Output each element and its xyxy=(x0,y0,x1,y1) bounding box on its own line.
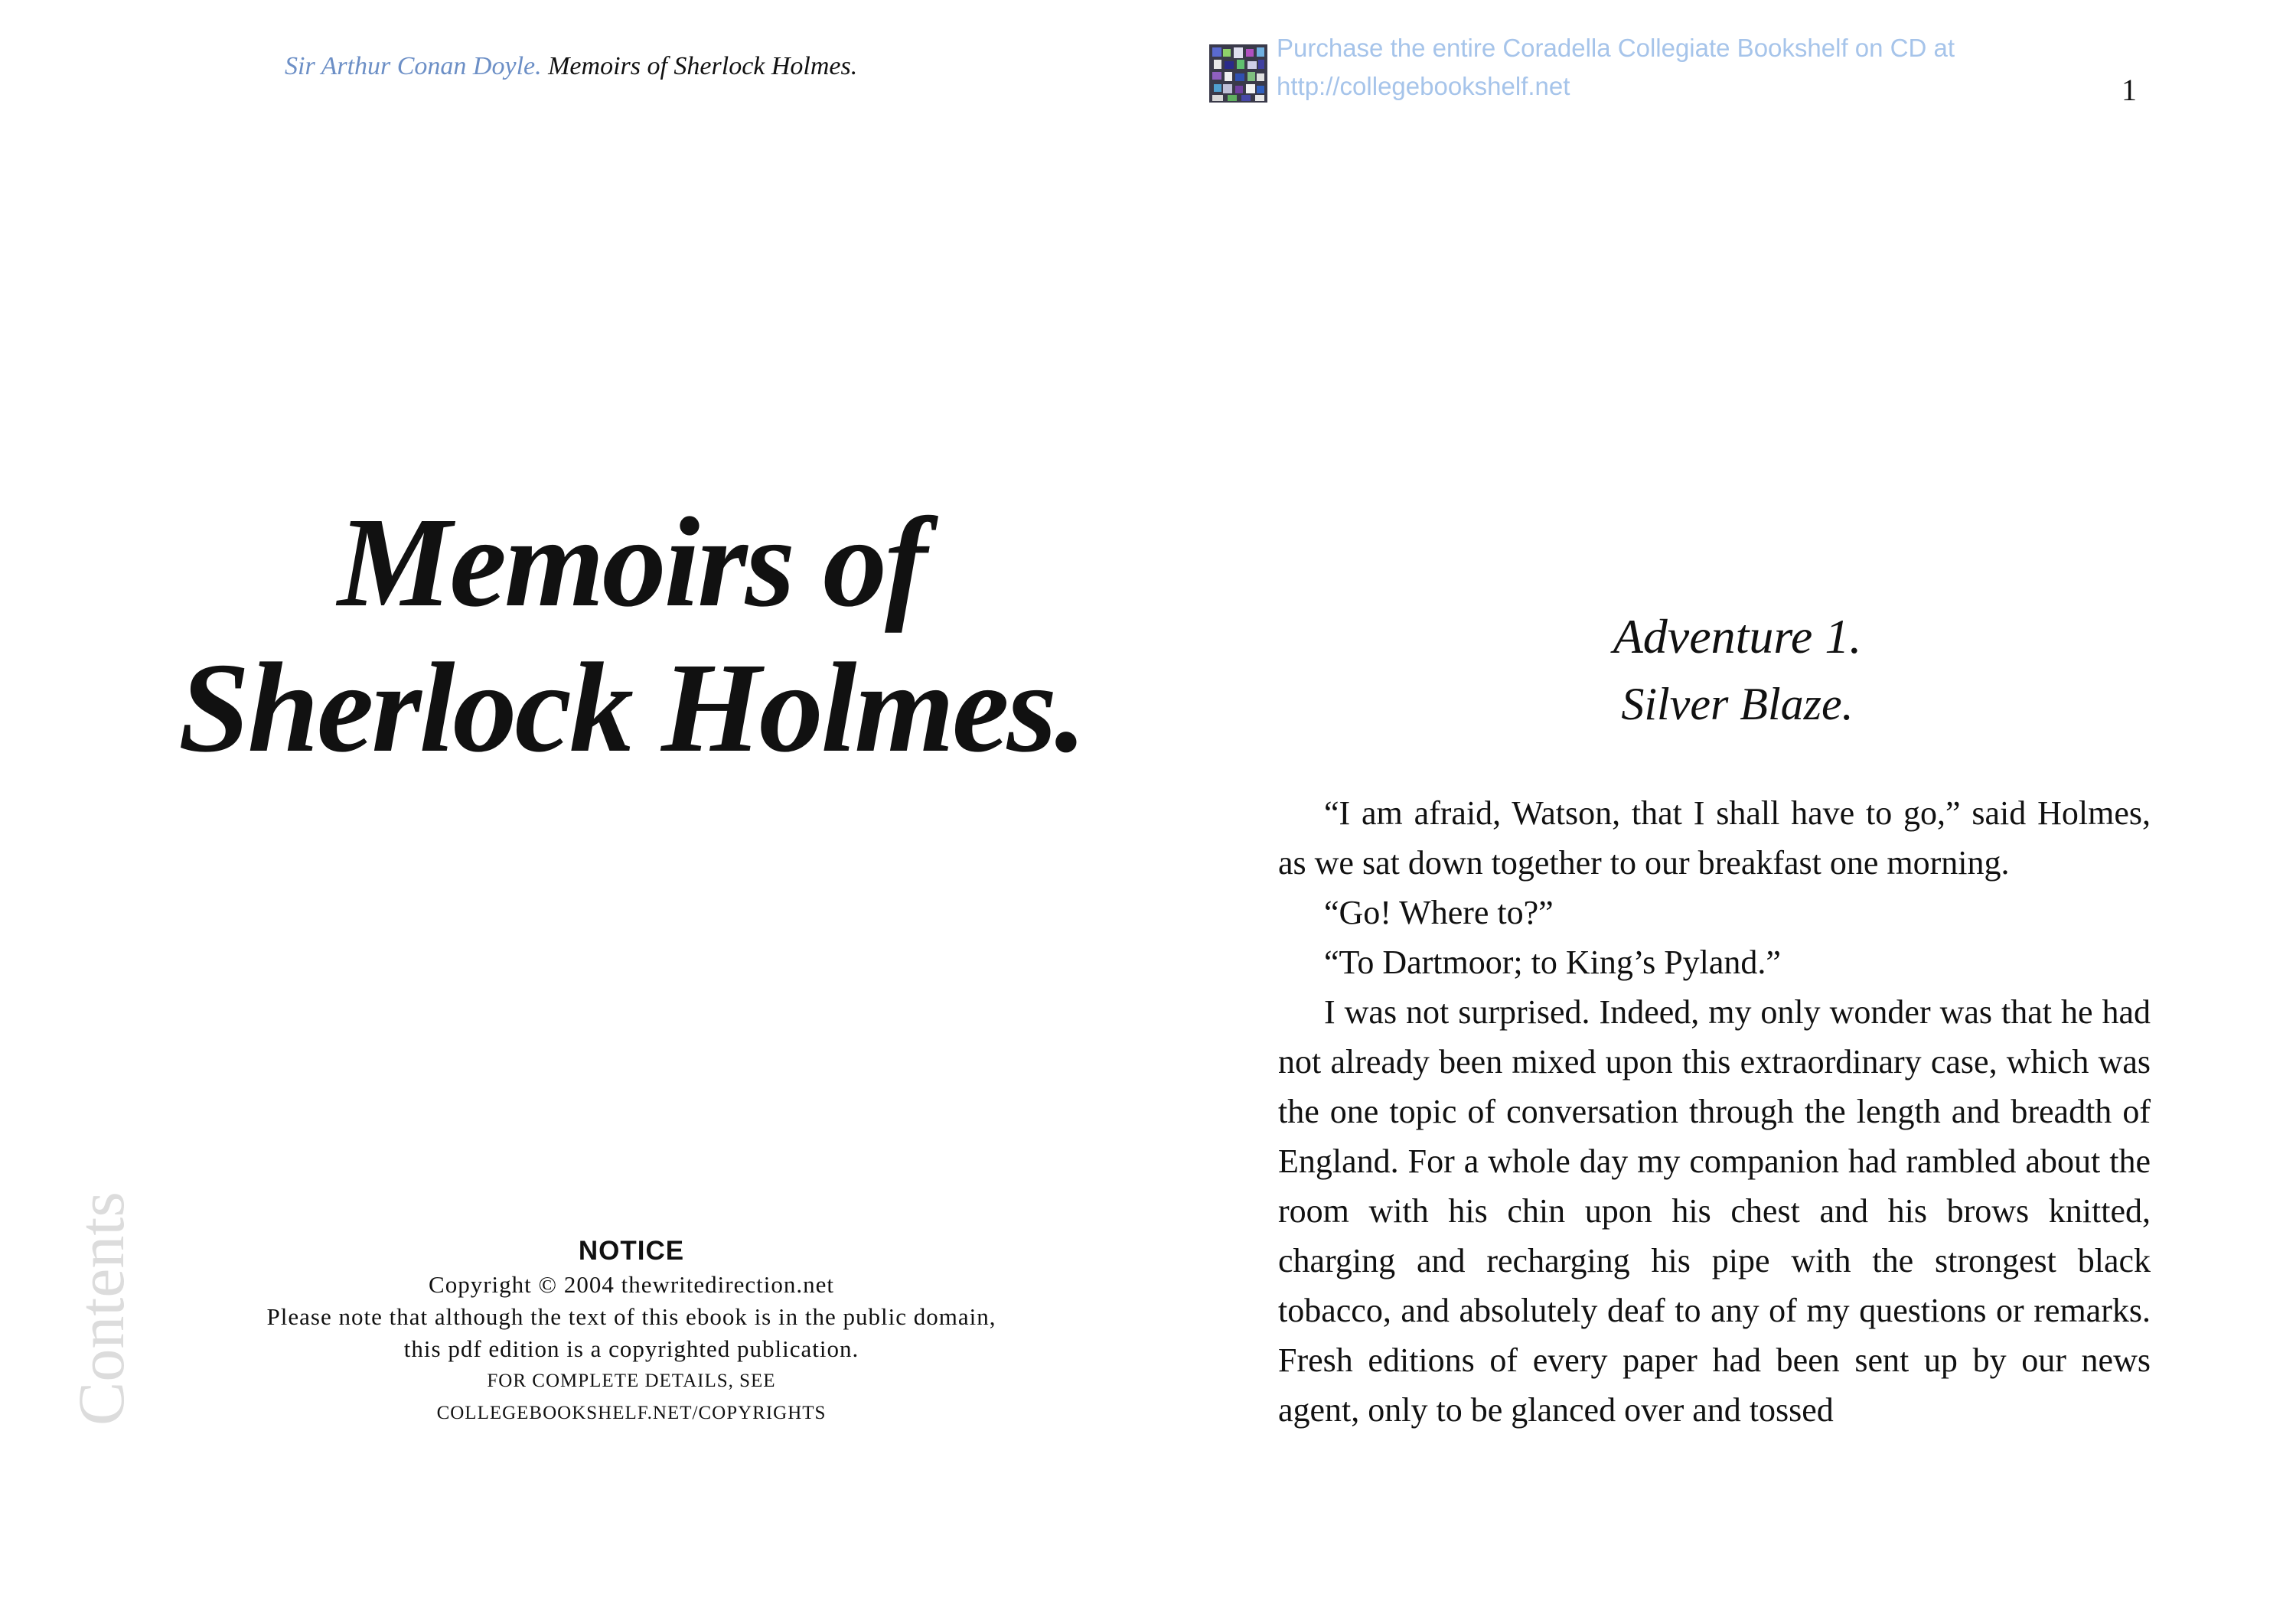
adventure-heading: Adventure 1. xyxy=(1613,609,1862,663)
notice-line-1: Please note that although the text of this ebook is in the public domain, xyxy=(266,1303,996,1330)
book-title-header: Memoirs of Sherlock Holmes. xyxy=(548,52,858,80)
contents-tab[interactable]: Contents xyxy=(64,1191,138,1426)
running-header xyxy=(285,52,857,81)
chapter-title: Silver Blaze. xyxy=(1621,679,1854,729)
chapter-body xyxy=(1278,788,2151,1435)
page-number: 1 xyxy=(2122,73,2137,107)
book-title xyxy=(115,490,1148,781)
copyright-notice xyxy=(191,1234,1071,1429)
notice-line-3: FOR COMPLETE DETAILS, SEE xyxy=(487,1371,776,1391)
promo-url[interactable]: http://collegebookshelf.net xyxy=(1277,72,1570,100)
paragraph: “To Dartmoor; to King’s Pyland.” xyxy=(1324,944,1781,981)
book-title-line-2: Sherlock Holmes. xyxy=(178,637,1085,779)
promo-link[interactable] xyxy=(1277,29,1955,106)
notice-copyright: Copyright © 2004 thewritedirection.net xyxy=(429,1271,834,1298)
author-link[interactable]: Sir Arthur Conan Doyle. xyxy=(285,52,542,80)
book-title-line-1: Memoirs of xyxy=(338,491,925,634)
paragraph: “I am afraid, Watson, that I shall have to go,” said Holmes, as we sat down together to our breakfast one morning. xyxy=(1278,794,2151,882)
notice-line-2: this pdf edition is a copyrighted publication. xyxy=(403,1335,859,1362)
bookshelf-logo-icon[interactable] xyxy=(1209,44,1267,103)
paragraph: I was not surprised. Indeed, my only wonder was that he had not already been mixed upon this extraordinary case, which was the one topic of conversation through the length and breadth of England. For a whole day my companion had rambled about the room with his chin upon his chest and his brows knitted, charging and recharging his pipe with the strongest black tobacco, and absolutely deaf to any of my questions or remarks. Fresh editions of every paper had been sent up by our news agent, only to be glanced over and tossed xyxy=(1278,993,2151,1429)
notice-heading: NOTICE xyxy=(578,1236,685,1266)
paragraph: “Go! Where to?” xyxy=(1324,894,1554,931)
promo-text[interactable]: Purchase the entire Coradella Collegiate Bookshelf on CD at xyxy=(1277,34,1955,62)
notice-copyright-link[interactable]: COLLEGEBOOKSHELF.NET/COPYRIGHTS xyxy=(436,1403,827,1423)
